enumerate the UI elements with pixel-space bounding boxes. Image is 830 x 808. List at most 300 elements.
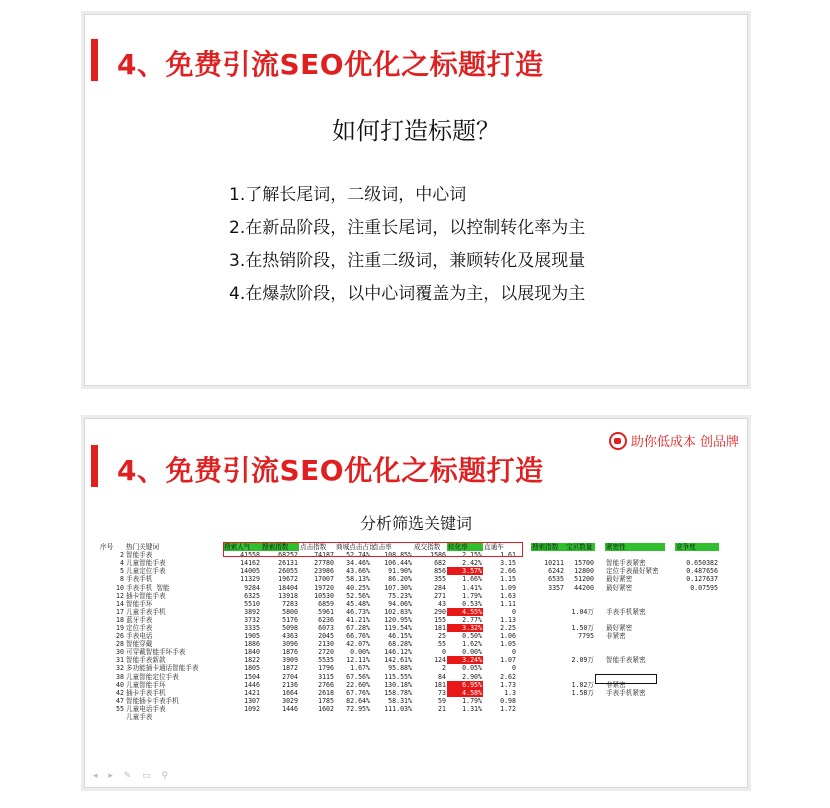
- table-cell[interactable]: 最好紧密: [606, 623, 633, 632]
- table-cell[interactable]: 181: [434, 623, 446, 632]
- table-cell[interactable]: 非紧密: [606, 632, 626, 641]
- table-cell[interactable]: 儿童智能手表: [126, 559, 166, 568]
- table-cell[interactable]: 1.50万: [571, 623, 594, 632]
- table-cell[interactable]: [447, 713, 483, 721]
- table-cell[interactable]: 1886: [244, 640, 260, 649]
- table-cell[interactable]: [675, 664, 719, 672]
- table-cell[interactable]: 106.44%: [384, 559, 412, 568]
- table-cell[interactable]: [517, 616, 531, 624]
- table-cell[interactable]: [665, 681, 675, 689]
- table-cell[interactable]: 12800: [574, 567, 594, 576]
- table-cell[interactable]: [605, 616, 665, 624]
- table-cell[interactable]: [595, 567, 605, 575]
- table-cell[interactable]: 1872: [282, 664, 298, 673]
- table-cell[interactable]: [531, 600, 565, 608]
- table-cell[interactable]: 52.56%: [346, 591, 370, 600]
- table-cell[interactable]: [299, 713, 335, 721]
- table-cell[interactable]: 手表手机: [126, 575, 153, 584]
- table-cell[interactable]: [531, 713, 565, 721]
- table-cell[interactable]: [605, 592, 665, 600]
- table-cell[interactable]: 1504: [244, 672, 260, 681]
- table-cell[interactable]: [595, 608, 605, 616]
- table-cell[interactable]: 手表手机 智能: [126, 583, 170, 592]
- table-cell[interactable]: 0: [442, 648, 446, 657]
- table-cell[interactable]: [517, 583, 531, 591]
- table-cell[interactable]: 72.95%: [346, 704, 370, 713]
- table-cell[interactable]: [665, 713, 675, 721]
- table-cell[interactable]: 27780: [314, 559, 334, 568]
- table-cell[interactable]: 22.60%: [346, 680, 370, 689]
- table-cell[interactable]: [517, 656, 531, 664]
- table-cell[interactable]: [595, 551, 605, 559]
- table-cell[interactable]: [565, 697, 595, 705]
- table-cell[interactable]: [565, 592, 595, 600]
- table-cell[interactable]: [675, 600, 719, 608]
- table-cell[interactable]: [675, 697, 719, 705]
- table-cell[interactable]: [675, 616, 719, 624]
- table-cell[interactable]: [517, 640, 531, 648]
- table-cell[interactable]: [675, 592, 719, 600]
- table-cell[interactable]: 1876: [282, 648, 298, 657]
- table-cell[interactable]: 0.487656: [686, 567, 718, 576]
- table-cell[interactable]: 2130: [318, 640, 334, 649]
- table-cell[interactable]: 2.42%: [462, 559, 482, 568]
- table-cell[interactable]: [517, 705, 531, 713]
- table-cell[interactable]: 94.06%: [388, 599, 412, 608]
- table-cell[interactable]: 1.73: [500, 680, 516, 689]
- table-cell[interactable]: [675, 713, 719, 721]
- table-cell[interactable]: [665, 648, 675, 656]
- table-cell[interactable]: [531, 648, 565, 656]
- table-cell[interactable]: 1421: [244, 688, 260, 697]
- table-cell[interactable]: [335, 713, 371, 721]
- table-cell[interactable]: 2.62: [500, 672, 516, 681]
- table-cell[interactable]: 1.11: [500, 599, 516, 608]
- table-cell[interactable]: 定位手表: [126, 623, 153, 632]
- table-cell[interactable]: 智能穿戴: [126, 640, 153, 649]
- table-cell[interactable]: 智能手表新款: [126, 656, 166, 665]
- table-cell[interactable]: 14162: [240, 559, 260, 568]
- table-cell[interactable]: 1.41%: [462, 583, 482, 592]
- table-cell[interactable]: [665, 640, 675, 648]
- table-cell[interactable]: [517, 681, 531, 689]
- table-cell[interactable]: [675, 656, 719, 664]
- table-cell[interactable]: 2045: [318, 632, 334, 641]
- table-cell[interactable]: 1785: [318, 696, 334, 705]
- table-cell[interactable]: 2766: [318, 680, 334, 689]
- table-cell[interactable]: 17007: [314, 575, 334, 584]
- table-cell[interactable]: 1805: [244, 664, 260, 673]
- table-cell[interactable]: [675, 551, 719, 559]
- table-cell[interactable]: 67.56%: [346, 672, 370, 681]
- table-cell[interactable]: 68252: [278, 551, 298, 560]
- table-cell[interactable]: [665, 616, 675, 624]
- table-cell[interactable]: [531, 697, 565, 705]
- table-cell[interactable]: 儿童智能定位手表: [126, 672, 179, 681]
- table-cell[interactable]: 58.31%: [388, 696, 412, 705]
- table-cell[interactable]: 最好紧密: [606, 583, 633, 592]
- table-cell[interactable]: [595, 616, 605, 624]
- table-cell[interactable]: [605, 705, 665, 713]
- table-cell[interactable]: [665, 592, 675, 600]
- table-cell[interactable]: 2618: [318, 688, 334, 697]
- table-cell[interactable]: 38: [116, 672, 124, 681]
- table-cell[interactable]: 智能手表: [126, 551, 153, 560]
- table-cell[interactable]: 2.77%: [462, 615, 482, 624]
- table-cell[interactable]: 2: [120, 551, 124, 560]
- table-cell[interactable]: [675, 608, 719, 616]
- table-cell[interactable]: 856: [434, 567, 446, 576]
- table-cell[interactable]: [665, 624, 675, 632]
- table-cell[interactable]: [531, 640, 565, 648]
- table-cell[interactable]: [517, 689, 531, 697]
- table-cell[interactable]: 0.00%: [350, 648, 370, 657]
- table-cell[interactable]: 儿童电话手表: [126, 704, 166, 713]
- table-cell[interactable]: [595, 583, 605, 591]
- table-cell[interactable]: 67.76%: [346, 688, 370, 697]
- table-cell[interactable]: 8: [120, 575, 124, 584]
- table-cell[interactable]: 5098: [282, 623, 298, 632]
- table-cell[interactable]: 智能手表紧密: [606, 559, 646, 568]
- table-cell[interactable]: [595, 575, 605, 583]
- table-cell[interactable]: 682: [434, 559, 446, 568]
- table-cell[interactable]: 119.54%: [384, 623, 412, 632]
- table-cell[interactable]: 0.650382: [686, 559, 718, 568]
- table-cell[interactable]: 7795: [578, 632, 594, 641]
- table-cell[interactable]: 355: [434, 575, 446, 584]
- table-cell[interactable]: 43: [438, 599, 446, 608]
- table-cell[interactable]: 12.11%: [346, 656, 370, 665]
- table-cell[interactable]: 5: [120, 567, 124, 576]
- table-cell[interactable]: 1.72: [500, 704, 516, 713]
- table-cell[interactable]: 91.90%: [388, 567, 412, 576]
- table-cell[interactable]: 40.25%: [346, 583, 370, 592]
- table-cell[interactable]: [595, 592, 605, 600]
- table-cell[interactable]: 5176: [282, 615, 298, 624]
- table-cell[interactable]: 1.04万: [571, 607, 594, 616]
- table-cell[interactable]: [483, 713, 517, 721]
- table-cell[interactable]: [665, 600, 675, 608]
- table-cell[interactable]: 45.48%: [346, 599, 370, 608]
- table-cell[interactable]: 2136: [282, 680, 298, 689]
- table-cell[interactable]: 13918: [278, 591, 298, 600]
- table-cell[interactable]: [517, 608, 531, 616]
- table-cell[interactable]: [605, 664, 665, 672]
- table-cell[interactable]: [517, 592, 531, 600]
- table-cell[interactable]: 21: [438, 704, 446, 713]
- table-cell[interactable]: 1.62%: [462, 640, 482, 649]
- table-cell[interactable]: [531, 656, 565, 664]
- table-cell[interactable]: 55: [116, 704, 124, 713]
- table-cell[interactable]: [675, 624, 719, 632]
- table-cell[interactable]: 4: [120, 559, 124, 568]
- table-cell[interactable]: [531, 608, 565, 616]
- table-cell[interactable]: [665, 632, 675, 640]
- table-cell[interactable]: 儿童手表手机: [126, 607, 166, 616]
- table-cell[interactable]: [565, 673, 595, 681]
- table-cell[interactable]: 0.50%: [462, 632, 482, 641]
- table-cell[interactable]: [565, 664, 595, 672]
- table-cell[interactable]: 智能手表紧密: [606, 656, 646, 665]
- table-cell[interactable]: 1664: [282, 688, 298, 697]
- table-cell[interactable]: 31: [116, 656, 124, 665]
- table-cell[interactable]: 1.63: [500, 591, 516, 600]
- table-cell[interactable]: 25: [438, 632, 446, 641]
- table-cell[interactable]: 290: [434, 607, 446, 616]
- table-cell[interactable]: [517, 713, 531, 721]
- table-cell[interactable]: 158.78%: [384, 688, 412, 697]
- table-cell[interactable]: 5800: [282, 607, 298, 616]
- table-cell[interactable]: 3.24%: [447, 656, 483, 664]
- table-cell[interactable]: 73: [438, 688, 446, 697]
- table-cell[interactable]: 可穿戴智能手环手表: [126, 648, 186, 657]
- table-cell[interactable]: [605, 600, 665, 608]
- table-cell[interactable]: 108.85%: [384, 551, 412, 560]
- table-cell[interactable]: 2.15%: [462, 551, 482, 560]
- table-cell[interactable]: [675, 640, 719, 648]
- table-cell[interactable]: [675, 689, 719, 697]
- table-cell[interactable]: 0.00%: [462, 648, 482, 657]
- table-cell[interactable]: [675, 648, 719, 656]
- table-cell[interactable]: 30: [116, 648, 124, 657]
- table-cell[interactable]: [605, 640, 665, 648]
- table-cell[interactable]: 4.55%: [447, 608, 483, 616]
- table-cell[interactable]: 19720: [314, 583, 334, 592]
- table-cell[interactable]: 2.66: [500, 567, 516, 576]
- table-cell[interactable]: [595, 689, 605, 697]
- table-cell[interactable]: 6535: [548, 575, 564, 584]
- table-cell[interactable]: 儿童定位手表: [126, 567, 166, 576]
- table-cell[interactable]: 3892: [244, 607, 260, 616]
- table-cell[interactable]: [531, 673, 565, 681]
- table-cell[interactable]: 6073: [318, 623, 334, 632]
- table-cell[interactable]: 1796: [318, 664, 334, 673]
- table-cell[interactable]: 2720: [318, 648, 334, 657]
- table-cell[interactable]: 插卡智能手表: [126, 591, 166, 600]
- table-cell[interactable]: [665, 689, 675, 697]
- table-cell[interactable]: [517, 673, 531, 681]
- table-cell[interactable]: 1.13: [500, 615, 516, 624]
- table-cell[interactable]: [565, 705, 595, 713]
- table-cell[interactable]: [517, 632, 531, 640]
- table-cell[interactable]: 58.13%: [346, 575, 370, 584]
- table-cell[interactable]: 2: [442, 664, 446, 673]
- table-cell[interactable]: 6236: [318, 615, 334, 624]
- table-cell[interactable]: 32: [116, 664, 124, 673]
- table-cell[interactable]: [517, 648, 531, 656]
- table-cell[interactable]: 142.61%: [384, 656, 412, 665]
- table-cell[interactable]: 107.30%: [384, 583, 412, 592]
- table-cell[interactable]: [565, 648, 595, 656]
- table-cell[interactable]: 42.07%: [346, 640, 370, 649]
- table-cell[interactable]: 智能手环: [126, 599, 153, 608]
- table-cell[interactable]: [605, 713, 665, 721]
- table-cell[interactable]: [665, 551, 675, 559]
- table-cell[interactable]: [665, 656, 675, 664]
- table-cell[interactable]: [595, 624, 605, 632]
- table-cell[interactable]: 3.15: [500, 559, 516, 568]
- table-cell[interactable]: [665, 697, 675, 705]
- table-cell[interactable]: 0.98: [500, 696, 516, 705]
- table-cell[interactable]: [413, 713, 447, 721]
- table-cell[interactable]: [531, 664, 565, 672]
- table-cell[interactable]: 18404: [278, 583, 298, 592]
- table-cell[interactable]: 2.09万: [571, 656, 594, 665]
- table-cell[interactable]: [531, 632, 565, 640]
- table-cell[interactable]: [665, 608, 675, 616]
- table-cell[interactable]: 1.61: [500, 551, 516, 560]
- table-cell[interactable]: 40: [116, 680, 124, 689]
- table-cell[interactable]: 1.3: [504, 688, 516, 697]
- table-cell[interactable]: [531, 592, 565, 600]
- table-cell[interactable]: 手表手机紧密: [606, 688, 646, 697]
- table-cell[interactable]: 1586: [430, 551, 446, 560]
- table-cell[interactable]: 181: [434, 680, 446, 689]
- table-cell[interactable]: 14: [116, 599, 124, 608]
- table-cell[interactable]: [565, 713, 595, 721]
- table-cell[interactable]: 52.74%: [346, 551, 370, 560]
- table-cell[interactable]: 1.67%: [350, 664, 370, 673]
- table-cell[interactable]: [665, 559, 675, 567]
- table-cell[interactable]: 46.15%: [388, 632, 412, 641]
- table-cell[interactable]: 86.20%: [388, 575, 412, 584]
- table-cell[interactable]: [665, 583, 675, 591]
- table-cell[interactable]: 10211: [544, 559, 564, 568]
- table-cell[interactable]: 11329: [240, 575, 260, 584]
- table-cell[interactable]: 1.58万: [571, 688, 594, 697]
- table-cell[interactable]: 10: [116, 583, 124, 592]
- table-cell[interactable]: 95.88%: [388, 664, 412, 673]
- table-cell[interactable]: 130.18%: [384, 680, 412, 689]
- table-cell[interactable]: 41558: [240, 551, 260, 560]
- table-cell[interactable]: 1.79%: [462, 591, 482, 600]
- table-cell[interactable]: 124: [434, 656, 446, 665]
- table-cell[interactable]: 26131: [278, 559, 298, 568]
- slide-nav-icons[interactable]: ◂ ▸ ✎ ▭ ⚲: [93, 771, 173, 781]
- table-cell[interactable]: 2704: [282, 672, 298, 681]
- table-cell[interactable]: 5535: [318, 656, 334, 665]
- table-cell[interactable]: 19672: [278, 575, 298, 584]
- table-cell[interactable]: 2.25: [500, 623, 516, 632]
- table-cell[interactable]: [675, 705, 719, 713]
- table-cell[interactable]: [665, 567, 675, 575]
- table-cell[interactable]: 手表手机紧密: [606, 607, 646, 616]
- table-cell[interactable]: 19: [116, 623, 124, 632]
- table-cell[interactable]: 4.58%: [447, 689, 483, 697]
- table-cell[interactable]: [565, 600, 595, 608]
- table-cell[interactable]: 插卡手表手机: [126, 688, 166, 697]
- table-cell[interactable]: 1.66%: [462, 575, 482, 584]
- table-cell[interactable]: [517, 567, 531, 575]
- table-cell[interactable]: 儿童手表: [126, 713, 153, 722]
- table-cell[interactable]: 0.127637: [686, 575, 718, 584]
- table-cell[interactable]: 12: [116, 591, 124, 600]
- table-cell[interactable]: 46.73%: [346, 607, 370, 616]
- table-cell[interactable]: 1.06: [500, 632, 516, 641]
- table-cell[interactable]: 66.76%: [346, 632, 370, 641]
- table-cell[interactable]: 5961: [318, 607, 334, 616]
- table-cell[interactable]: 5510: [244, 599, 260, 608]
- table-cell[interactable]: 3732: [244, 615, 260, 624]
- table-cell[interactable]: 3357: [548, 583, 564, 592]
- table-cell[interactable]: 47: [116, 696, 124, 705]
- table-cell[interactable]: [665, 705, 675, 713]
- table-cell[interactable]: 1.07: [500, 656, 516, 665]
- table-cell[interactable]: [595, 640, 605, 648]
- table-cell[interactable]: 34.46%: [346, 559, 370, 568]
- table-cell[interactable]: 3.32%: [447, 624, 483, 632]
- table-cell[interactable]: 儿童智能手环: [126, 680, 166, 689]
- table-cell[interactable]: [565, 640, 595, 648]
- table-cell[interactable]: [531, 616, 565, 624]
- table-cell[interactable]: 1.31%: [462, 704, 482, 713]
- table-cell[interactable]: 1446: [282, 704, 298, 713]
- table-cell[interactable]: [675, 681, 719, 689]
- table-cell[interactable]: [565, 551, 595, 559]
- table-cell[interactable]: 28: [116, 640, 124, 649]
- table-cell[interactable]: 10530: [314, 591, 334, 600]
- table-cell[interactable]: 84: [438, 672, 446, 681]
- table-cell[interactable]: 定位手表最好紧密: [606, 567, 659, 576]
- table-cell[interactable]: [595, 648, 605, 656]
- table-cell[interactable]: [517, 624, 531, 632]
- table-cell[interactable]: [531, 689, 565, 697]
- table-cell[interactable]: 6325: [244, 591, 260, 600]
- table-cell[interactable]: 68.28%: [388, 640, 412, 649]
- table-cell[interactable]: 最好紧密: [606, 575, 633, 584]
- table-cell[interactable]: 0: [512, 648, 516, 657]
- table-cell[interactable]: [675, 673, 719, 681]
- table-cell[interactable]: 蓝牙手表: [126, 615, 153, 624]
- table-cell[interactable]: 102.83%: [384, 607, 412, 616]
- table-cell[interactable]: 146.12%: [384, 648, 412, 657]
- table-cell[interactable]: 271: [434, 591, 446, 600]
- table-cell[interactable]: 6242: [548, 567, 564, 576]
- table-cell[interactable]: 26055: [278, 567, 298, 576]
- table-cell[interactable]: 115.55%: [384, 672, 412, 681]
- table-cell[interactable]: 18: [116, 615, 124, 624]
- table-cell[interactable]: 1092: [244, 704, 260, 713]
- table-cell[interactable]: 59: [438, 696, 446, 705]
- table-cell[interactable]: [261, 713, 299, 721]
- table-cell[interactable]: 1905: [244, 632, 260, 641]
- table-cell[interactable]: [595, 632, 605, 640]
- table-cell[interactable]: [517, 697, 531, 705]
- table-cell[interactable]: 7283: [282, 599, 298, 608]
- table-cell[interactable]: 0.07595: [690, 583, 718, 592]
- table-cell[interactable]: 0: [512, 664, 516, 673]
- table-cell[interactable]: 3029: [282, 696, 298, 705]
- table-cell[interactable]: 1822: [244, 656, 260, 665]
- table-cell[interactable]: 智能插卡手表手机: [126, 696, 179, 705]
- table-cell[interactable]: 1446: [244, 680, 260, 689]
- table-cell[interactable]: [595, 600, 605, 608]
- table-cell[interactable]: 43.66%: [346, 567, 370, 576]
- table-cell[interactable]: 41.21%: [346, 615, 370, 624]
- table-cell[interactable]: 17: [116, 607, 124, 616]
- table-cell[interactable]: 15700: [574, 559, 594, 568]
- table-cell[interactable]: 155: [434, 615, 446, 624]
- table-cell[interactable]: [565, 616, 595, 624]
- table-cell[interactable]: 0: [512, 607, 516, 616]
- table-cell[interactable]: 6.95%: [447, 681, 483, 689]
- table-cell[interactable]: [531, 705, 565, 713]
- table-cell[interactable]: [605, 697, 665, 705]
- table-cell[interactable]: 1.15: [500, 575, 516, 584]
- table-cell[interactable]: [675, 632, 719, 640]
- table-cell[interactable]: [517, 600, 531, 608]
- table-cell[interactable]: 3096: [282, 640, 298, 649]
